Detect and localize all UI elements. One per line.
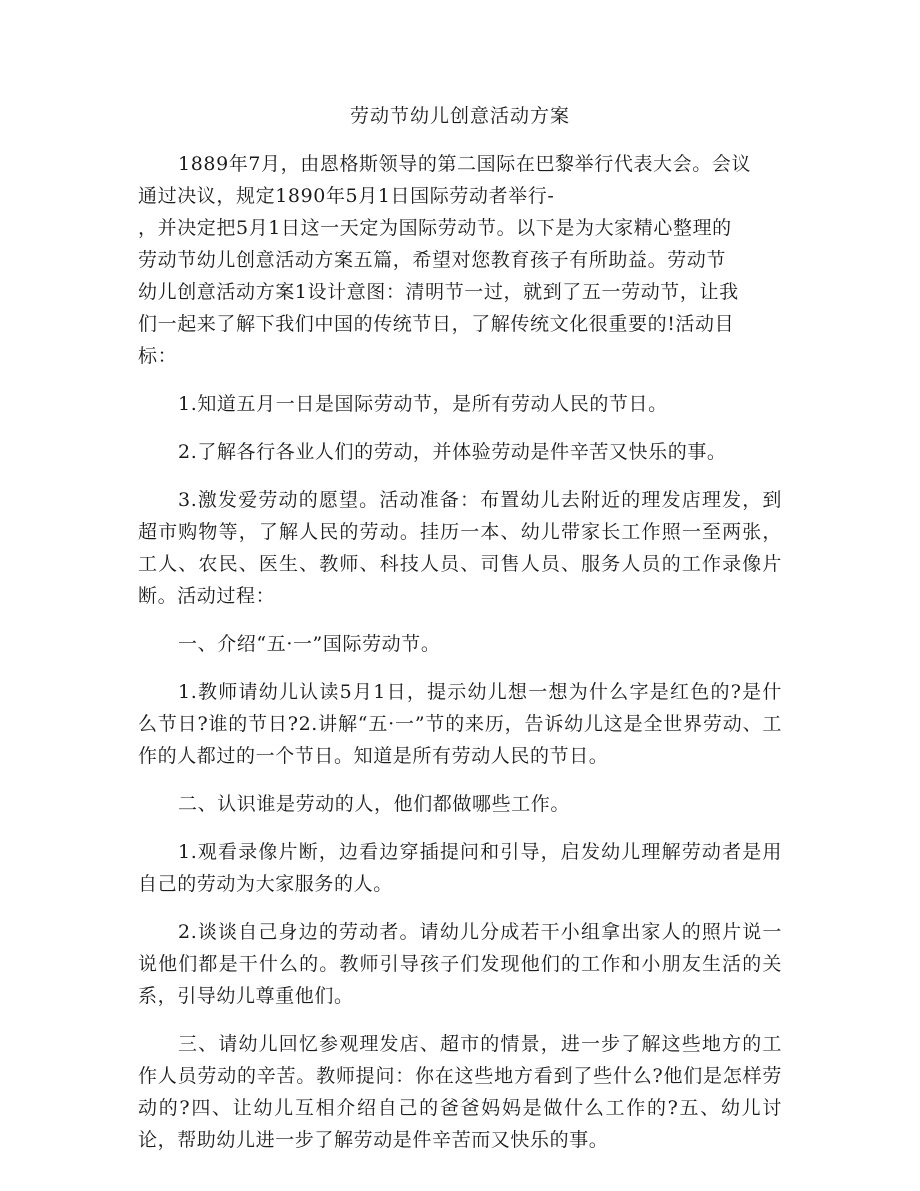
section-heading: 一、介绍“五·一”国际劳动节。 bbox=[178, 633, 441, 655]
intro-line: 幼儿创意活动方案1设计意图：清明节一过，就到了五一劳动节，让我 bbox=[138, 281, 739, 303]
goal-item: 2.了解各行各业人们的劳动，并体验劳动是件辛苦又快乐的事。 bbox=[178, 441, 727, 463]
document-title: 劳动节幼儿创意活动方案 bbox=[349, 105, 570, 127]
document-body bbox=[138, 100, 782, 1172]
intro-line: 们一起来了解下我们中国的传统节日，了解传统文化很重要的!活动目 bbox=[138, 313, 735, 335]
intro-paragraph bbox=[138, 148, 782, 372]
intro-line: 劳动节幼儿创意活动方案五篇，希望对您教育孩子有所助益。劳动节 bbox=[138, 249, 727, 271]
goal-item: 3.激发爱劳动的愿望。活动准备：布置幼儿去附近的理发店理发，到超市购物等，了解人民的劳动。挂历一本、幼儿带家长工作照一至两张，工人、农民、医生、教师、科技人员、司售人员、服务人员的工作录像片断。活动过程： bbox=[138, 489, 782, 607]
section-heading: 二、认识谁是劳动的人，他们都做哪些工作。 bbox=[178, 793, 571, 815]
body-paragraph: 1.观看录像片断，边看边穿插提问和引导，启发幼儿理解劳动者是用自己的劳动为大家服务的人。 bbox=[138, 841, 782, 895]
body-paragraph: 1.教师请幼儿认读5月1日，提示幼儿想一想为什么字是红色的?是什么节日?谁的节日?2.讲解“五·一”节的来历，告诉幼儿这是全世界劳动、工作的人都过的一个节日。知道是所有劳动人民的节日。 bbox=[138, 681, 782, 767]
intro-line: ，并决定把5月1日这一天定为国际劳动节。以下是为大家精心整理的 bbox=[138, 217, 732, 239]
intro-line: 1889年7月，由恩格斯领导的第二国际在巴黎举行代表大会。会议 bbox=[178, 153, 752, 175]
goal-item: 1.知道五月一日是国际劳动节，是所有劳动人民的节日。 bbox=[178, 393, 668, 415]
intro-line: 通过决议，规定1890年5月1日国际劳动者举行- bbox=[138, 185, 555, 207]
intro-line: 标： bbox=[138, 345, 178, 367]
body-paragraph: 三、请幼儿回忆参观理发店、超市的情景，进一步了解这些地方的工作人员劳动的辛苦。教师提问：你在这些地方看到了些什么?他们是怎样劳动的?四、让幼儿互相介绍自己的爸爸妈妈是做什么工作的?五、幼儿讨论，帮助幼儿进一步了解劳动是件辛苦而又快乐的事。 bbox=[138, 1033, 782, 1151]
body-paragraph: 2.谈谈自己身边的劳动者。请幼儿分成若干小组拿出家人的照片说一说他们都是干什么的。教师引导孩子们发现他们的工作和小朋友生活的关系，引导幼儿尊重他们。 bbox=[138, 921, 782, 1007]
